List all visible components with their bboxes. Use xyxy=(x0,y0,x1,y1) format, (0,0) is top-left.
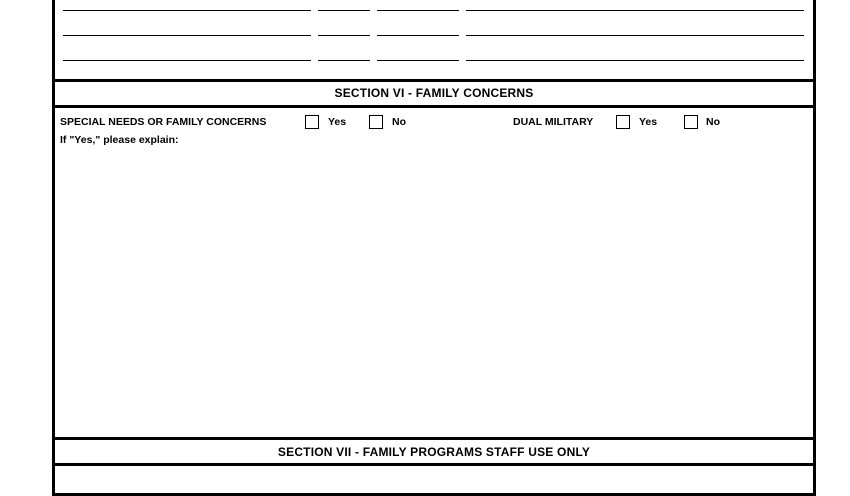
row1-field2-line[interactable] xyxy=(318,10,370,11)
row2-field2-line[interactable] xyxy=(318,35,370,36)
section-vii-top-border xyxy=(52,437,816,440)
special-needs-yes-checkbox[interactable] xyxy=(305,115,319,129)
row2-name-line[interactable] xyxy=(63,35,311,36)
section-vi-top-border xyxy=(52,79,816,82)
explain-textarea[interactable] xyxy=(56,150,812,436)
dual-military-no-checkbox[interactable] xyxy=(684,115,698,129)
section-vii-bottom-border xyxy=(52,463,816,466)
section-vi-bottom-border xyxy=(52,105,816,108)
row3-field2-line[interactable] xyxy=(318,60,370,61)
row1-name-line[interactable] xyxy=(63,10,311,11)
row3-name-line[interactable] xyxy=(63,60,311,61)
dual-military-yes-checkbox[interactable] xyxy=(616,115,630,129)
section-vi-title: SECTION VI - FAMILY CONCERNS xyxy=(334,86,534,100)
special-needs-no-checkbox[interactable] xyxy=(369,115,383,129)
dual-military-yes-label: Yes xyxy=(639,116,658,128)
special-needs-label: SPECIAL NEEDS OR FAMILY CONCERNS xyxy=(60,116,267,128)
row1-field4-line[interactable] xyxy=(466,10,804,11)
explain-label: If "Yes," please explain: xyxy=(60,134,179,146)
special-needs-no-label: No xyxy=(392,116,406,128)
row3-field3-line[interactable] xyxy=(377,60,459,61)
row2-field3-line[interactable] xyxy=(377,35,459,36)
row3-field4-line[interactable] xyxy=(466,60,804,61)
dual-military-no-label: No xyxy=(706,116,720,128)
special-needs-yes-label: Yes xyxy=(328,116,347,128)
dual-military-label: DUAL MILITARY xyxy=(513,116,594,128)
row2-field4-line[interactable] xyxy=(466,35,804,36)
row1-field3-line[interactable] xyxy=(377,10,459,11)
section-vii-title: SECTION VII - FAMILY PROGRAMS STAFF USE ONLY xyxy=(277,445,591,459)
